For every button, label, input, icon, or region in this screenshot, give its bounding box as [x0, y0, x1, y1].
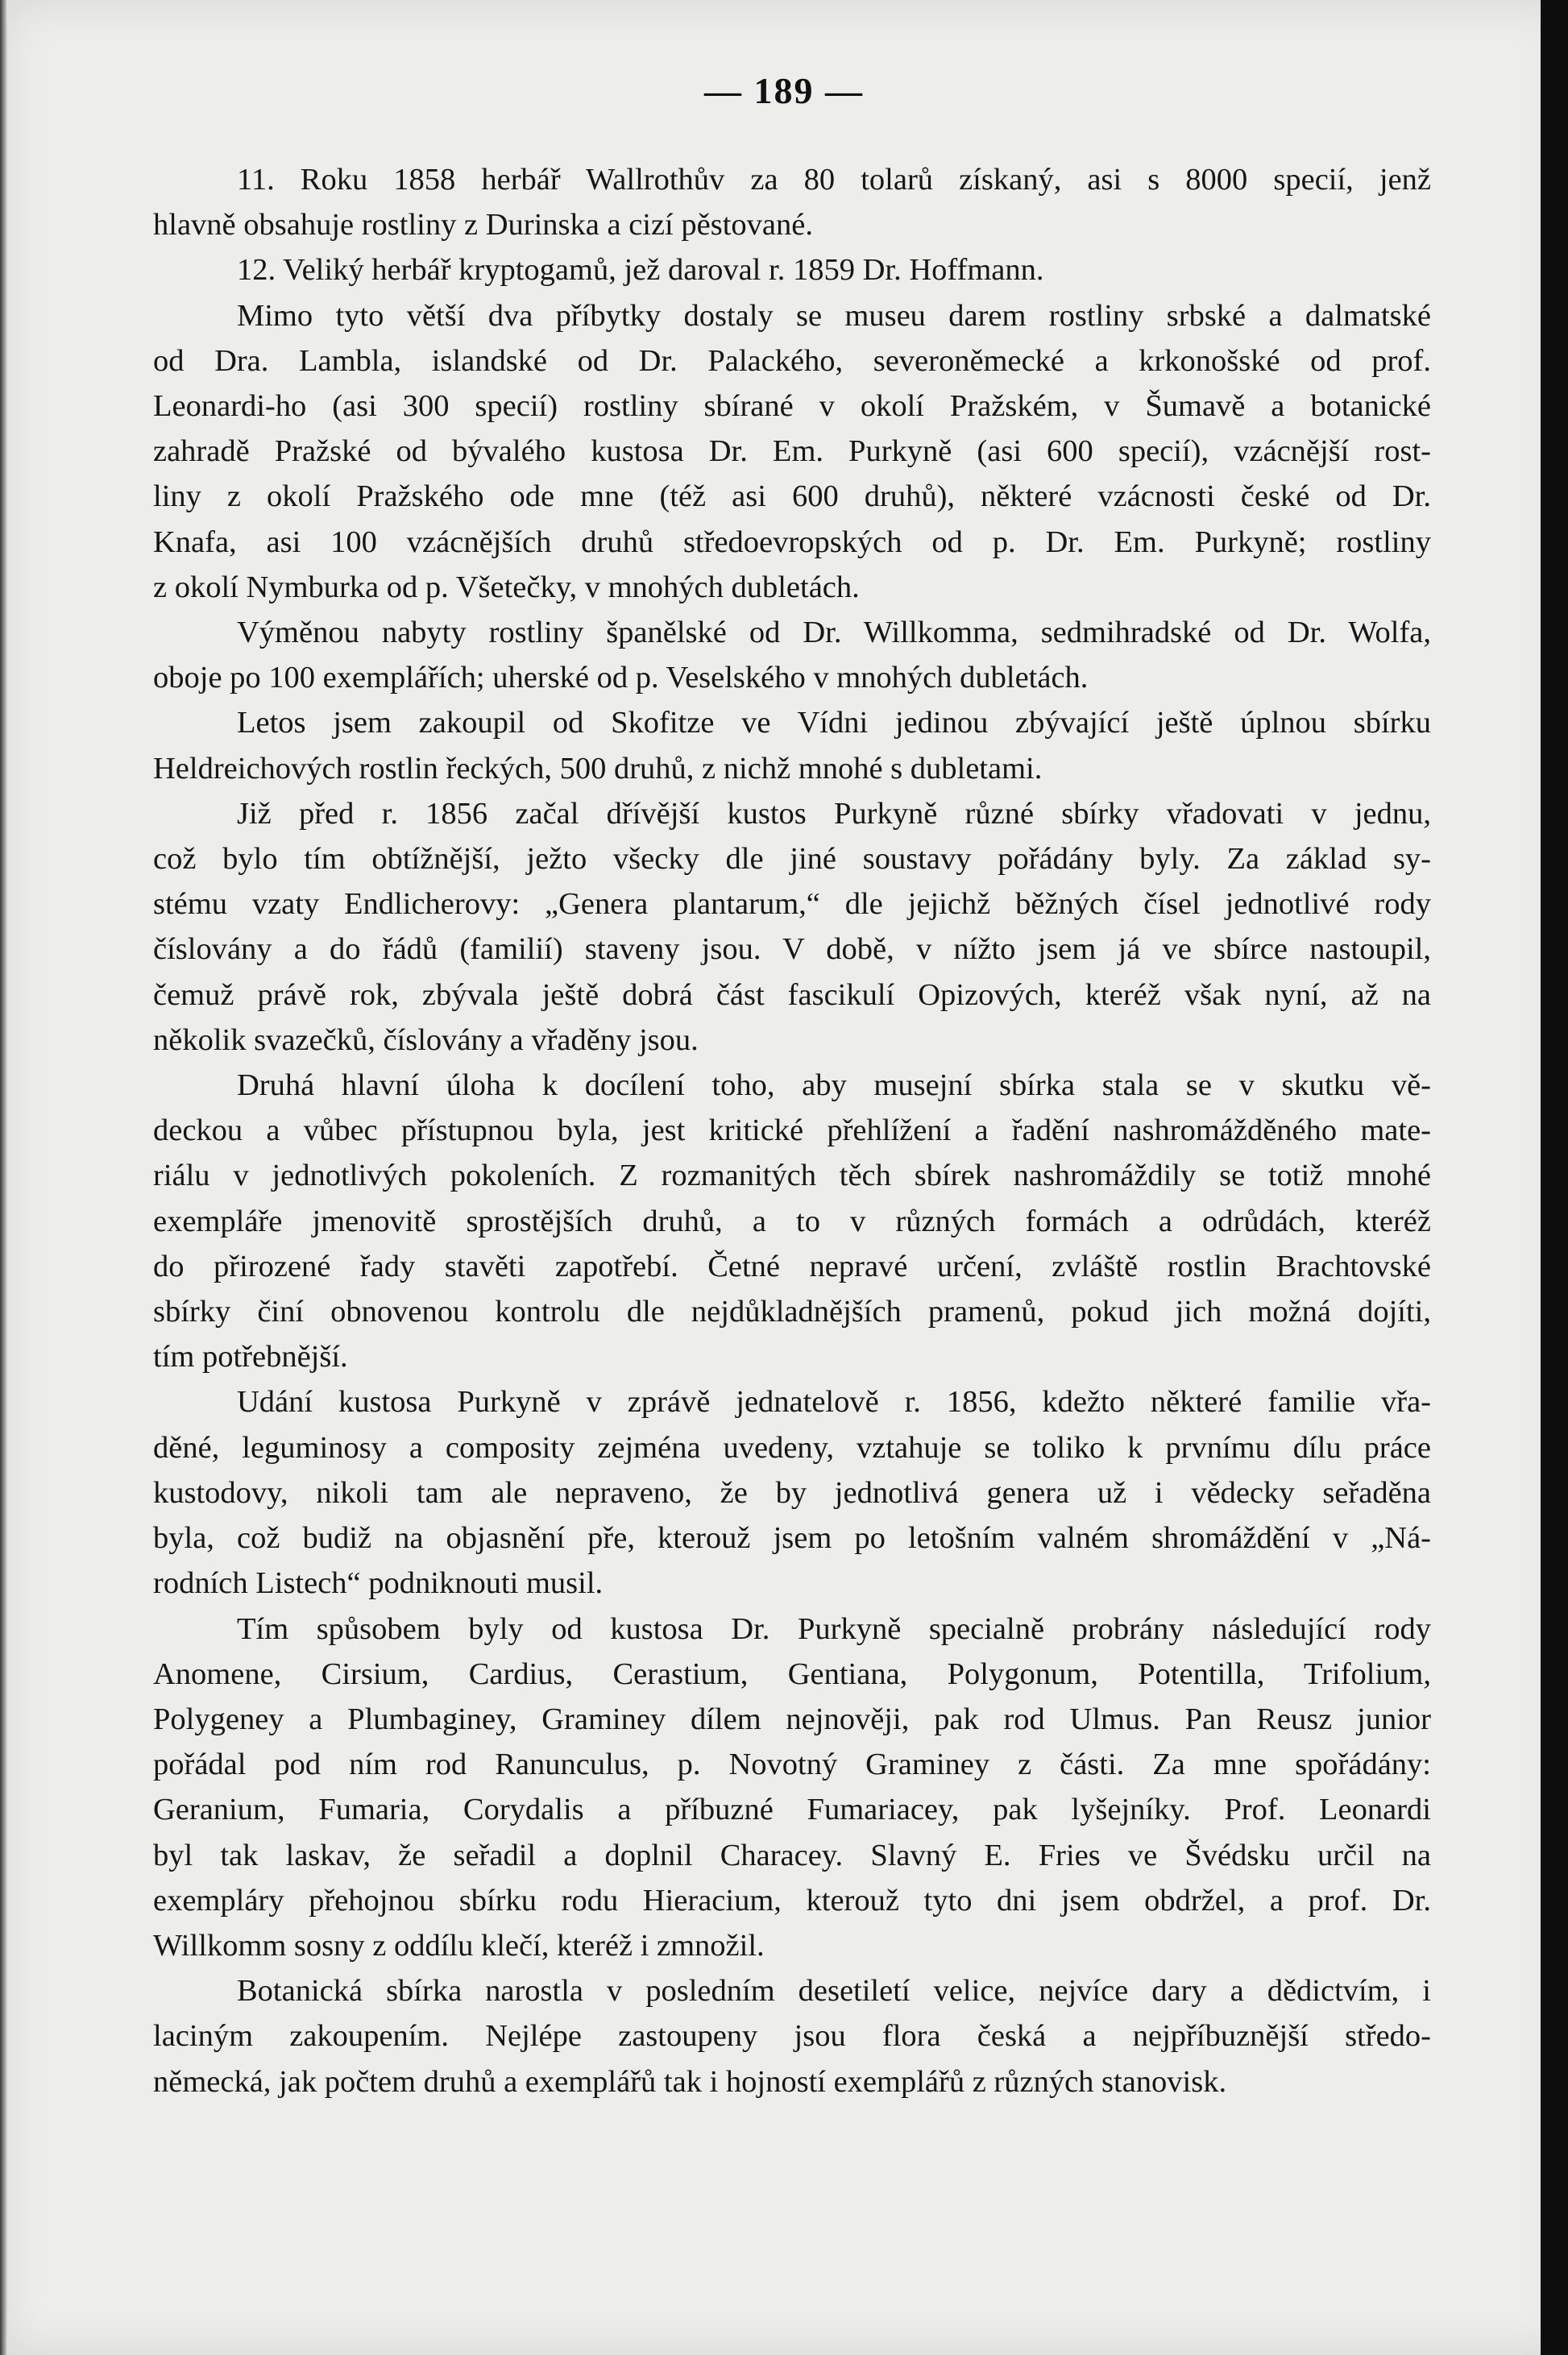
text-line: Výměnou nabyty rostliny španělské od Dr. Willkomma, sedmihradské od Dr. Wolfa,	[237, 616, 1431, 650]
text-line: 12. Veliký herbář kryptogamů, jež daroval r. 1859 Dr. Hoffmann.	[237, 253, 1044, 288]
paragraph-p1	[153, 157, 1431, 247]
text-line: Willkomm sosny z oddílu klečí, kteréž i zmnožil.	[153, 1928, 765, 1963]
text-line: deckou a vůbec přístupnou byla, jest kritické přehlížení a řadění nashromážděného mate-	[153, 1113, 1431, 1148]
text-line: což bylo tím obtížnější, ježto všecky dle jiné soustavy pořádány byly. Za základ sy-	[153, 842, 1431, 877]
text-line: Již před r. 1856 začal dřívější kustos Purkyně různé sbírky vřadovati v jednu,	[237, 796, 1431, 831]
text-line: kustodovy, nikoli tam ale nepraveno, že by jednotlivá genera už i vědecky seřaděna	[153, 1475, 1431, 1510]
text-line: Heldreichových rostlin řeckých, 500 druhů, z nichž mnohé s dubletami.	[153, 751, 1043, 786]
body-text	[153, 157, 1431, 2104]
text-line: Leonardi-ho (asi 300 specií) rostliny sbírané v okolí Pražském, v Šumavě a botanické	[153, 389, 1431, 424]
text-line: exempláry přehojnou sbírku rodu Hieracium, kterouž tyto dni jsem obdržel, a prof. Dr.	[153, 1883, 1431, 1918]
text-line: Knafa, asi 100 vzácnějších druhů středoevropských od p. Dr. Em. Purkyně; rostliny	[153, 524, 1431, 559]
text-line: číslovány a do řádů (familií) staveny jsou. V době, v nížto jsem já ve sbírce nastoupil,	[153, 932, 1431, 967]
text-line: Anomene, Cirsium, Cardius, Cerastium, Gentiana, Polygonum, Potentilla, Trifolium,	[153, 1656, 1431, 1691]
text-line: Geranium, Fumaria, Corydalis a příbuzné Fumariacey, pak lyšejníky. Prof. Leonardi	[153, 1793, 1431, 1827]
text-line: hlavně obsahuje rostliny z Durinska a cizí pěstované.	[153, 208, 813, 243]
text-line: Druhá hlavní úloha k docílení toho, aby musejní sbírka stala se v skutku vě-	[237, 1068, 1431, 1103]
text-line: od Dra. Lambla, islandské od Dr. Palackého, severoněmecké a krkonošské od prof.	[153, 343, 1431, 378]
paragraph-p3	[153, 293, 1431, 610]
paragraph-p9	[153, 1607, 1431, 1969]
text-line: 11. Roku 1858 herbář Wallrothův za 80 tolarů získaný, asi s 8000 specií, jenž	[237, 163, 1431, 197]
text-line: Udání kustosa Purkyně v zprávě jednatelově r. 1856, kdežto některé familie vřa-	[237, 1385, 1431, 1420]
text-line: laciným zakoupením. Nejlépe zastoupeny jsou flora česká a nejpříbuznější středo-	[153, 2019, 1431, 2054]
scan-border-right	[1541, 0, 1568, 2355]
paragraph-p5	[153, 700, 1431, 790]
text-line: exempláře jmenovitě sprostějších druhů, a to v různých formách a odrůdách, kteréž	[153, 1204, 1431, 1238]
paragraph-p7	[153, 1063, 1431, 1379]
page-number: — 189 —	[704, 70, 864, 111]
paragraph-p2	[153, 247, 1431, 292]
text-line: Letos jsem zakoupil od Skofitze ve Vídni jedinou zbývající ještě úplnou sbírku	[237, 706, 1431, 740]
text-line: byl tak laskav, že seřadil a doplnil Characey. Slavný E. Fries ve Švédsku určil na	[153, 1838, 1431, 1872]
paragraph-p6	[153, 791, 1431, 1063]
text-line: pořádal pod ním rod Ranunculus, p. Novotný Graminey z části. Za mne spořádány:	[153, 1748, 1431, 1782]
text-line: riálu v jednotlivých pokoleních. Z rozmanitých těch sbírek nashromáždily se totiž mnohé	[153, 1159, 1431, 1193]
text-line: do přirozené řady stavěti zapotřebí. Četné nepravé určení, zvláště rostlin Brachtovské	[153, 1249, 1431, 1283]
text-line: liny z okolí Pražského ode mne (též asi 600 druhů), některé vzácnosti české od Dr.	[153, 479, 1431, 514]
text-line: Tím spůsobem byly od kustosa Dr. Purkyně specialně probrány následující rody	[237, 1611, 1431, 1646]
text-line: oboje po 100 exemplářích; uherské od p. Veselského v mnohých dubletách.	[153, 661, 1089, 695]
text-line: stému vzaty Endlicherovy: „Genera plantarum,“ dle jejichž běžných čísel jednotlivé rody	[153, 887, 1431, 922]
text-line: sbírky činí obnovenou kontrolu dle nejdůkladnějších pramenů, pokud jich možná dojíti,	[153, 1295, 1431, 1329]
text-line: Mimo tyto větší dva příbytky dostaly se museu darem rostliny srbské a dalmatské	[237, 298, 1431, 333]
text-line: čemuž právě rok, zbývala ještě dobrá část fascikulí Opizových, kteréž však nyní, až na	[153, 977, 1431, 1012]
text-line: tím potřebnější.	[153, 1340, 348, 1374]
text-line: byla, což budiž na objasnění pře, kterouž jsem po letošním valném shromáždění v „Ná-	[153, 1521, 1431, 1556]
text-line: zahradě Pražské od bývalého kustosa Dr. Em. Purkyně (asi 600 specií), vzácnější rost-	[153, 434, 1431, 469]
page-shadow-left	[0, 0, 8, 2355]
text-line: německá, jak počtem druhů a exemplářů tak i hojností exemplářů z různých stanovisk.	[153, 2064, 1227, 2099]
text-line: několik svazečků, číslovány a vřaděny jsou.	[153, 1022, 699, 1057]
text-line: Botanická sbírka narostla v posledním desetiletí velice, nejvíce dary a dědictvím, i	[237, 1974, 1431, 2009]
text-line: děné, leguminosy a composity zejména uvedeny, vztahuje se toliko k prvnímu dílu práce	[153, 1430, 1431, 1465]
paragraph-p4	[153, 610, 1431, 700]
paragraph-p8	[153, 1379, 1431, 1606]
text-line: rodních Listech“ podniknouti musil.	[153, 1566, 604, 1601]
text-line: z okolí Nymburka od p. Všetečky, v mnohých dubletách.	[153, 570, 860, 604]
text-line: Polygeney a Plumbaginey, Graminey dílem nejnověji, pak rod Ulmus. Pan Reusz junior	[153, 1702, 1431, 1736]
paragraph-p10	[153, 1968, 1431, 2104]
